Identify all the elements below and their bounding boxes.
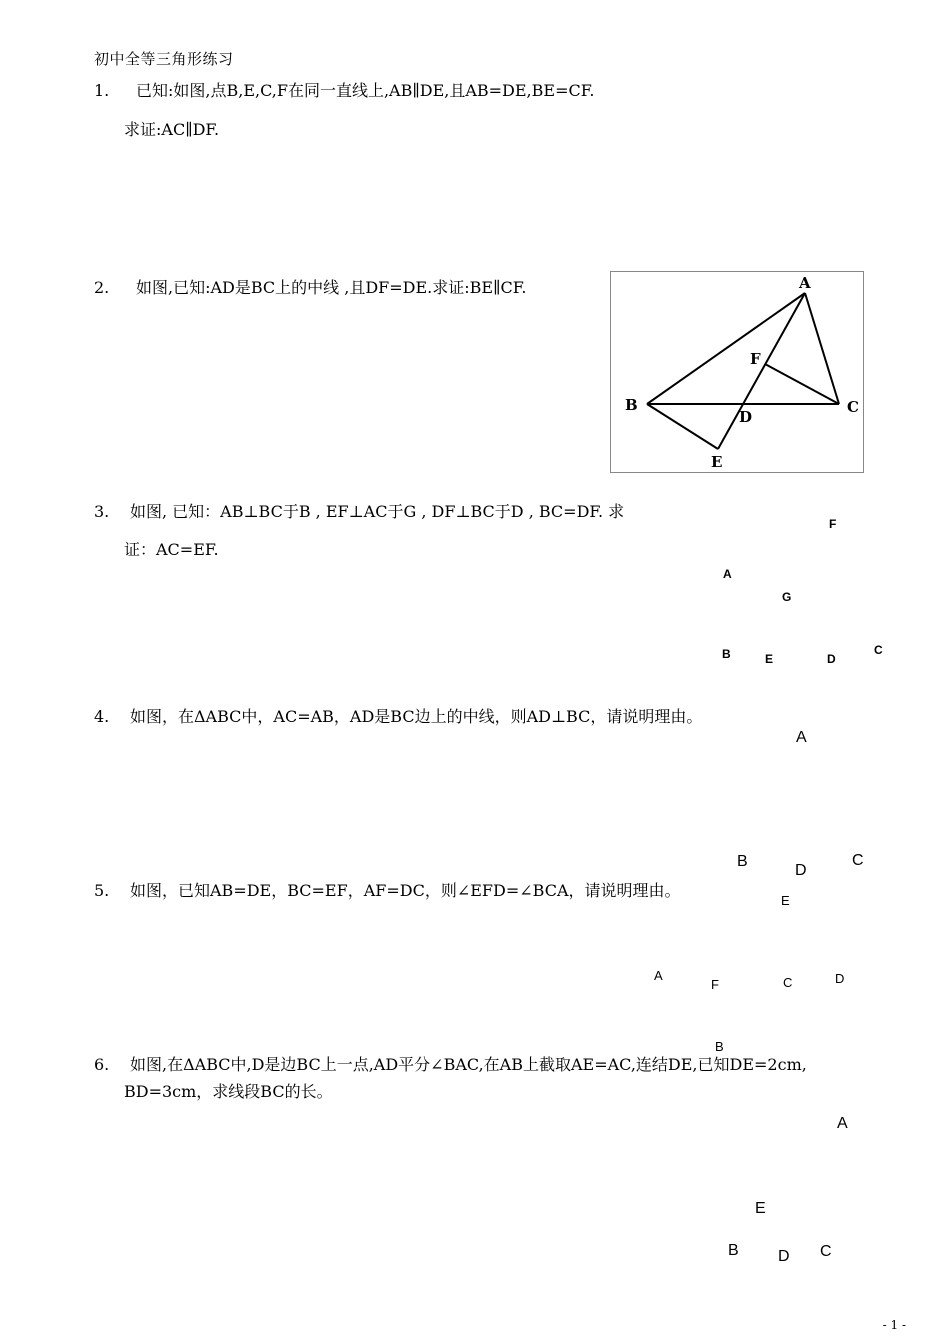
segment-ae: [718, 293, 805, 449]
figure-3-label-e: E: [765, 652, 774, 666]
question-text: 如图,已知:AD是BC上的中线 ,且DF=DE.求证:BE∥CF.: [136, 278, 527, 297]
question-1-line-2: 求证:AC∥DF.: [124, 120, 220, 139]
question-number: 5.: [94, 881, 110, 900]
question-1: [94, 78, 594, 101]
figure-3-label-c: C: [874, 643, 883, 657]
point-label-e: E: [711, 453, 723, 471]
point-label-f: F: [750, 350, 761, 368]
segment-ab: [647, 293, 805, 404]
point-label-d: D: [739, 408, 753, 426]
figure-5-label-d: D: [835, 971, 845, 986]
question-6: [94, 1052, 807, 1075]
question-text: 如图, 已知：AB⊥BC于B , EF⊥AC于G , DF⊥BC于D , BC=DF. 求: [130, 502, 625, 521]
figure-6-label-e: E: [755, 1200, 766, 1217]
figure-3-label-b: B: [722, 647, 731, 661]
figure-5-label-b: B: [715, 1039, 724, 1054]
question-number: 1.: [94, 81, 110, 100]
question-5: [94, 878, 681, 901]
figure-3-label-g: G: [782, 590, 792, 604]
figure-3-label-f: F: [829, 517, 837, 531]
figure-6-label-d: D: [778, 1248, 790, 1265]
figure-3-label-d: D: [827, 652, 836, 666]
question-text: 如图，在ΔABC中，AC=AB，AD是BC边上的中线，则AD⊥BC，请说明理由。: [130, 707, 703, 726]
question-number: 2.: [94, 278, 110, 297]
question-6-line-2: BD=3cm，求线段BC的长。: [124, 1082, 333, 1101]
point-label-b: B: [625, 396, 638, 414]
figure-2-diagram: [611, 272, 863, 472]
point-label-c: C: [847, 398, 859, 416]
question-number: 6.: [94, 1055, 110, 1074]
figure-6-label-b: B: [728, 1242, 739, 1259]
figure-4-label-d: D: [795, 862, 807, 879]
point-label-a: A: [799, 274, 811, 292]
figure-5-label-c: C: [783, 975, 793, 990]
figure-4-label-b: B: [737, 853, 748, 870]
question-3: [94, 499, 624, 522]
document-title: 初中全等三角形练习: [94, 50, 234, 68]
figure-5-label-a: A: [654, 968, 663, 983]
question-text: 已知:如图,点B,E,C,F在同一直线上,AB∥DE,且AB=DE,BE=CF.: [136, 81, 595, 100]
figure-6-label-c: C: [820, 1243, 832, 1260]
question-number: 3.: [94, 502, 110, 521]
question-2: [94, 275, 526, 298]
figure-2: [610, 271, 864, 473]
question-4: [94, 704, 702, 727]
figure-5-label-e: E: [781, 893, 790, 908]
figure-5-label-f: F: [711, 977, 719, 992]
question-text: 如图,在ΔABC中,D是边BC上一点,AD平分∠BAC,在AB上截取AE=AC,连结DE,已知DE=2cm,: [130, 1055, 807, 1074]
figure-3-label-a: A: [723, 567, 732, 581]
segment-be: [647, 404, 718, 449]
page-number: - 1 -: [882, 1318, 906, 1332]
figure-6-label-a: A: [837, 1115, 848, 1132]
figure-4-label-a: A: [796, 729, 807, 746]
question-number: 4.: [94, 707, 110, 726]
question-text: 如图，已知AB=DE，BC=EF，AF=DC，则∠EFD=∠BCA，请说明理由。: [130, 881, 681, 900]
question-3-line-2: 证：AC=EF.: [124, 540, 219, 559]
figure-4-label-c: C: [852, 852, 864, 869]
